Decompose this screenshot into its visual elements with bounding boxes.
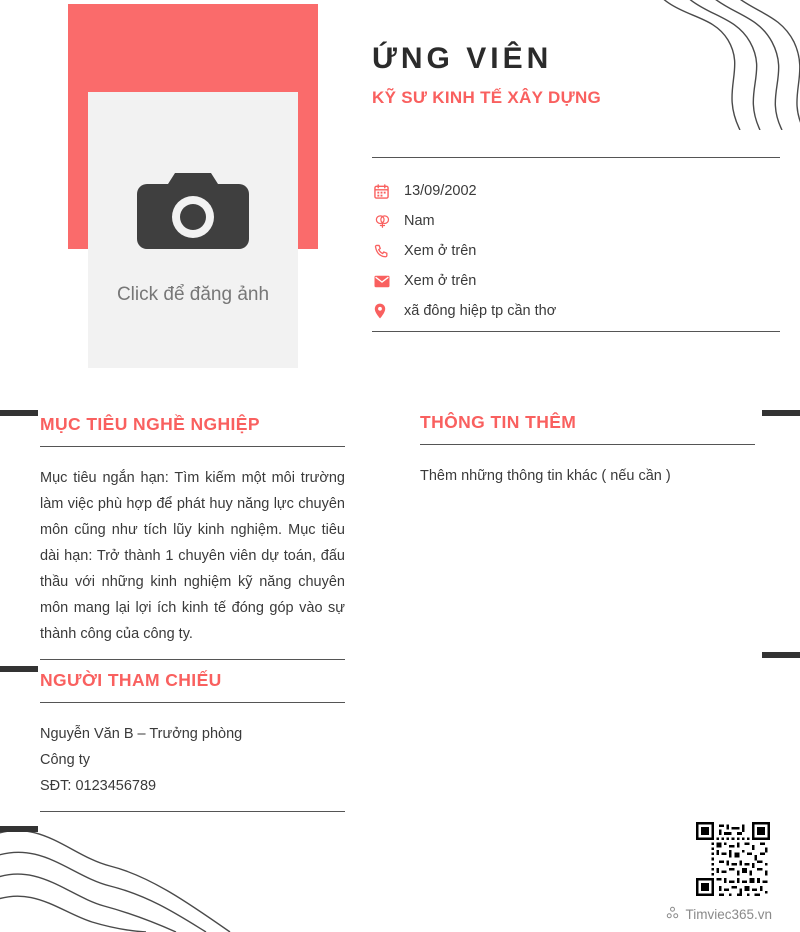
- phone-icon: [374, 244, 400, 259]
- location-pin-icon: [374, 303, 400, 319]
- career-goal-text: Mục tiêu ngắn hạn: Tìm kiếm một môi trường làm việc phù hợp để phát huy năng lực chuyên môn cũng như tích lũy kinh nghiệm. Mục tiêu dài hạn: Trở thành 1 chuyên viên dự toán, đấu thầu với những kinh nghiệm kỹ năng chuyên môn mang lại lợi ích kinh tế đóng góp vào sự thành công của công ty.: [40, 470, 345, 642]
- section-title-career-goal: MỤC TIÊU NGHỀ NGHIỆP: [40, 414, 260, 434]
- accent-tick-left-middle: [0, 666, 38, 672]
- decorative-squiggle-bottom: [0, 812, 300, 932]
- qr-code: [696, 822, 770, 896]
- section-body-reference: [40, 721, 345, 799]
- reference-line: Công ty: [40, 752, 90, 768]
- section-body-extra-info: [420, 463, 755, 489]
- job-title: KỸ SƯ KINH TẾ XÂY DỰNG: [372, 88, 602, 107]
- info-row-email: [374, 266, 782, 296]
- accent-tick-left-bottom: [0, 826, 38, 832]
- info-divider-top: [372, 157, 780, 158]
- section-bottom-rule-reference: [40, 811, 345, 812]
- section-title-reference: NGƯỜI THAM CHIẾU: [40, 670, 222, 690]
- footer-brand: [666, 906, 772, 922]
- section-body-career-goal: [40, 465, 345, 647]
- section-career-goal: [40, 414, 345, 660]
- camera-icon: [137, 165, 249, 262]
- accent-tick-right-top: [762, 410, 800, 416]
- info-row-address: [374, 296, 782, 326]
- section-rule-reference: [40, 702, 345, 703]
- contact-info-list: [374, 176, 782, 326]
- brand-logo-icon: [666, 906, 679, 922]
- page-title: ỨNG VIÊN: [372, 42, 553, 75]
- calendar-icon: [374, 184, 400, 199]
- accent-tick-left-top: [0, 410, 38, 416]
- info-value-email: Xem ở trên: [404, 273, 477, 289]
- info-value-phone: Xem ở trên: [404, 243, 477, 259]
- info-value-gender: Nam: [404, 213, 435, 229]
- info-value-birthdate: 13/09/2002: [404, 183, 477, 199]
- extra-info-text: Thêm những thông tin khác ( nếu cần ): [420, 468, 671, 484]
- gender-icon: [374, 213, 400, 229]
- photo-upload-placeholder[interactable]: [88, 92, 298, 368]
- accent-tick-right-bottom: [762, 652, 800, 658]
- section-reference: [40, 670, 345, 812]
- email-icon: [374, 275, 400, 288]
- section-rule-career-goal: [40, 446, 345, 447]
- section-bottom-rule-career-goal: [40, 659, 345, 660]
- section-title-extra-info: THÔNG TIN THÊM: [420, 412, 577, 432]
- info-divider-bottom: [372, 331, 780, 332]
- footer-brand-text: Timviec365.vn: [685, 906, 772, 922]
- info-value-address: xã đông hiệp tp cần thơ: [404, 303, 557, 319]
- reference-line: Nguyễn Văn B – Trưởng phòng: [40, 726, 243, 742]
- header-identity: [372, 42, 782, 108]
- info-row-phone: [374, 236, 782, 266]
- section-extra-info: [420, 412, 755, 489]
- info-row-gender: [374, 206, 782, 236]
- photo-upload-caption: Click để đăng ảnh: [116, 283, 270, 305]
- info-row-birthdate: [374, 176, 782, 206]
- reference-line: SĐT: 0123456789: [40, 778, 157, 794]
- section-rule-extra-info: [420, 444, 755, 445]
